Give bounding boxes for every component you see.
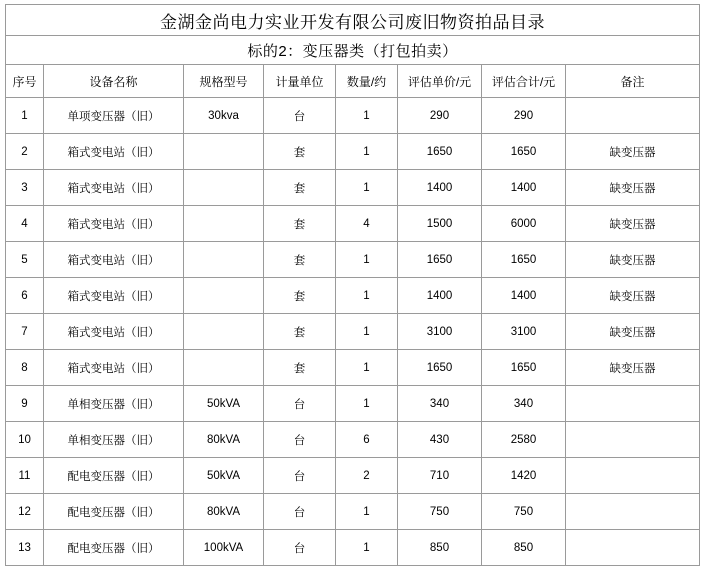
cell-name: 箱式变电站（旧） (44, 134, 184, 170)
cell-qty: 1 (336, 314, 398, 350)
cell-name: 箱式变电站（旧） (44, 242, 184, 278)
table-row (6, 494, 700, 530)
cell-qty: 4 (336, 206, 398, 242)
table-row (6, 530, 700, 566)
cell-seq: 11 (6, 458, 44, 494)
cell-unit: 台 (264, 422, 336, 458)
cell-qty: 1 (336, 494, 398, 530)
cell-unit: 套 (264, 134, 336, 170)
cell-model: 100kVA (184, 530, 264, 566)
cell-price: 1400 (398, 278, 482, 314)
cell-price: 1650 (398, 350, 482, 386)
column-header-price: 评估单价/元 (398, 65, 482, 98)
cell-model: 50kVA (184, 386, 264, 422)
cell-name: 单相变压器（旧） (44, 386, 184, 422)
cell-qty: 6 (336, 422, 398, 458)
column-header-remark: 备注 (566, 65, 700, 98)
table-row (6, 422, 700, 458)
cell-seq: 2 (6, 134, 44, 170)
cell-price: 340 (398, 386, 482, 422)
table-row (6, 314, 700, 350)
cell-qty: 1 (336, 134, 398, 170)
cell-unit: 台 (264, 386, 336, 422)
cell-total: 2580 (482, 422, 566, 458)
cell-model: 80kVA (184, 494, 264, 530)
column-header-seq: 序号 (6, 65, 44, 98)
cell-remark: 缺变压器 (566, 278, 700, 314)
cell-remark: 缺变压器 (566, 206, 700, 242)
cell-price: 430 (398, 422, 482, 458)
cell-total: 750 (482, 494, 566, 530)
cell-remark: 缺变压器 (566, 242, 700, 278)
table-row (6, 386, 700, 422)
table-row (6, 98, 700, 134)
subtitle-row (6, 36, 700, 65)
cell-total: 6000 (482, 206, 566, 242)
cell-model (184, 350, 264, 386)
table-row (6, 458, 700, 494)
cell-remark: 缺变压器 (566, 314, 700, 350)
cell-remark (566, 422, 700, 458)
table-row (6, 206, 700, 242)
column-header-model: 规格型号 (184, 65, 264, 98)
cell-price: 1500 (398, 206, 482, 242)
cell-seq: 9 (6, 386, 44, 422)
table-header-row (6, 65, 700, 98)
cell-remark (566, 98, 700, 134)
cell-seq: 5 (6, 242, 44, 278)
table-row (6, 278, 700, 314)
cell-total: 1650 (482, 242, 566, 278)
cell-seq: 3 (6, 170, 44, 206)
cell-qty: 1 (336, 170, 398, 206)
cell-seq: 10 (6, 422, 44, 458)
cell-qty: 1 (336, 278, 398, 314)
cell-qty: 1 (336, 386, 398, 422)
cell-seq: 7 (6, 314, 44, 350)
cell-qty: 1 (336, 242, 398, 278)
cell-model: 30kva (184, 98, 264, 134)
cell-total: 1650 (482, 350, 566, 386)
cell-name: 单相变压器（旧） (44, 422, 184, 458)
cell-remark (566, 386, 700, 422)
cell-unit: 套 (264, 206, 336, 242)
cell-qty: 1 (336, 98, 398, 134)
cell-model (184, 206, 264, 242)
cell-remark (566, 530, 700, 566)
cell-seq: 6 (6, 278, 44, 314)
cell-total: 1650 (482, 134, 566, 170)
cell-name: 配电变压器（旧） (44, 530, 184, 566)
title-row (6, 5, 700, 36)
cell-qty: 2 (336, 458, 398, 494)
cell-total: 850 (482, 530, 566, 566)
cell-total: 3100 (482, 314, 566, 350)
cell-price: 3100 (398, 314, 482, 350)
cell-model (184, 242, 264, 278)
page-subtitle: 标的2：变压器类（打包拍卖） (6, 36, 700, 65)
page-title: 金湖金尚电力实业开发有限公司废旧物资拍品目录 (6, 5, 700, 36)
cell-total: 290 (482, 98, 566, 134)
table-row (6, 350, 700, 386)
cell-name: 箱式变电站（旧） (44, 278, 184, 314)
cell-price: 710 (398, 458, 482, 494)
cell-model (184, 134, 264, 170)
table-row (6, 242, 700, 278)
cell-seq: 4 (6, 206, 44, 242)
cell-unit: 套 (264, 278, 336, 314)
table-row (6, 170, 700, 206)
cell-unit: 套 (264, 314, 336, 350)
cell-unit: 套 (264, 170, 336, 206)
column-header-total: 评估合计/元 (482, 65, 566, 98)
cell-unit: 台 (264, 458, 336, 494)
cell-name: 配电变压器（旧） (44, 458, 184, 494)
cell-seq: 13 (6, 530, 44, 566)
cell-unit: 台 (264, 494, 336, 530)
cell-model: 80kVA (184, 422, 264, 458)
cell-total: 1400 (482, 278, 566, 314)
cell-name: 箱式变电站（旧） (44, 314, 184, 350)
cell-unit: 台 (264, 530, 336, 566)
cell-price: 1650 (398, 134, 482, 170)
cell-unit: 套 (264, 242, 336, 278)
auction-catalog-table (5, 4, 700, 566)
cell-seq: 12 (6, 494, 44, 530)
cell-remark (566, 458, 700, 494)
table-row (6, 134, 700, 170)
cell-model (184, 278, 264, 314)
cell-seq: 1 (6, 98, 44, 134)
cell-model: 50kVA (184, 458, 264, 494)
cell-name: 箱式变电站（旧） (44, 350, 184, 386)
column-header-name: 设备名称 (44, 65, 184, 98)
cell-total: 1400 (482, 170, 566, 206)
cell-name: 箱式变电站（旧） (44, 206, 184, 242)
cell-unit: 套 (264, 350, 336, 386)
cell-qty: 1 (336, 350, 398, 386)
cell-remark: 缺变压器 (566, 134, 700, 170)
cell-remark: 缺变压器 (566, 170, 700, 206)
cell-price: 750 (398, 494, 482, 530)
cell-qty: 1 (336, 530, 398, 566)
cell-model (184, 314, 264, 350)
cell-price: 850 (398, 530, 482, 566)
cell-seq: 8 (6, 350, 44, 386)
column-header-unit: 计量单位 (264, 65, 336, 98)
cell-unit: 台 (264, 98, 336, 134)
cell-name: 箱式变电站（旧） (44, 170, 184, 206)
column-header-qty: 数量/约 (336, 65, 398, 98)
cell-price: 290 (398, 98, 482, 134)
cell-total: 340 (482, 386, 566, 422)
cell-total: 1420 (482, 458, 566, 494)
cell-name: 单项变压器（旧） (44, 98, 184, 134)
cell-price: 1400 (398, 170, 482, 206)
cell-name: 配电变压器（旧） (44, 494, 184, 530)
cell-remark (566, 494, 700, 530)
cell-remark: 缺变压器 (566, 350, 700, 386)
cell-price: 1650 (398, 242, 482, 278)
cell-model (184, 170, 264, 206)
